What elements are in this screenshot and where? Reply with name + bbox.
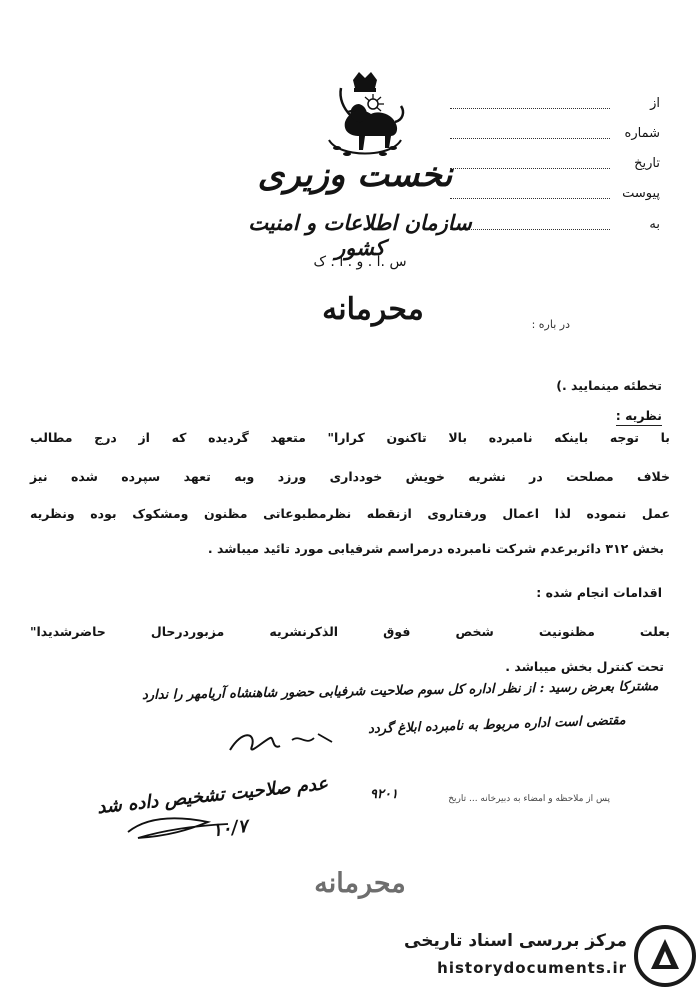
handwritten-note-line-1: مشترکا بعرض رسید : از نظر اداره کل سوم صلاحیت شرفیابی حضور شاهنشاه آریامهر را ندارد: [141, 679, 659, 704]
subject-label: در باره :: [531, 318, 570, 331]
archive-logo-icon: [633, 925, 697, 987]
opinion-heading: نظریه :: [616, 408, 662, 426]
field-attachment-line: [450, 198, 610, 199]
handwritten-decision: عدم صلاحیت تشخیص داده شد: [96, 773, 330, 819]
field-attachment-label: پیوست: [622, 186, 660, 201]
classification-heading: محرمانه: [322, 292, 424, 327]
actions-line-2: تحت کنترل بخش میباشد .: [505, 659, 664, 674]
field-number-label: شماره: [624, 126, 660, 141]
field-from-label: از: [650, 96, 660, 111]
small-number: ۹۲۰۱: [370, 787, 398, 802]
opinion-line-3: عمل ننموده لذا اعمال ورفتاروی ازنقطه نظرمطبوعاتی مظنون ومشکوک بوده ونظریه: [30, 506, 670, 521]
bottom-classification-stamp: محرمانه: [314, 868, 406, 899]
field-date-label: تاریخ: [634, 156, 660, 171]
actions-line-1: بعلت مظنونیت شخص فوق الذکرنشریه مزبوردرحال حاضرشدیدا": [30, 624, 670, 639]
small-print-note: پس از ملاحظه و امضاء به دبیرخانه ... تاریخ: [448, 794, 610, 804]
organization-name: سازمان اطلاعات و امنیت کشور: [248, 210, 472, 260]
opinion-line-1: با توجه باینکه نامبرده بالا تاکنون کرارا" متعهد گردیده که از درج مطالب: [30, 430, 670, 445]
field-to-label: به: [649, 217, 660, 232]
watermark: [404, 925, 697, 987]
reference-code: س .ا . و . ا . ک: [313, 254, 407, 270]
field-number-line: [450, 138, 610, 139]
opinion-line-4: بخش ۳۱۲ دائربرعدم شرکت نامبرده درمراسم شرفیابی مورد تائید میباشد .: [207, 541, 664, 556]
actions-heading: اقدامات انجام شده :: [536, 585, 662, 600]
opinion-line-2: خلاف مصلحت در نشریه خویش خودداری ورزد وبه تعهد سپرده شده نیز: [30, 469, 670, 484]
signature-icon: [222, 720, 352, 760]
handwritten-date: ۱۰/۷: [210, 815, 249, 842]
field-from-line: [450, 108, 610, 109]
lion-and-sun-emblem-icon: [315, 70, 415, 165]
field-date-line: [450, 168, 610, 169]
opening-line: تخطئه مینمایید .): [556, 378, 662, 393]
ministry-title: نخست وزیری: [257, 155, 453, 195]
watermark-text-fa: مرکز بررسی اسناد تاریخی: [404, 931, 627, 951]
watermark-text-en: historydocuments.ir: [437, 959, 627, 977]
handwritten-note-line-2: مقتضی است اداره مربوط به نامبرده ابلاغ گردد: [368, 713, 627, 737]
